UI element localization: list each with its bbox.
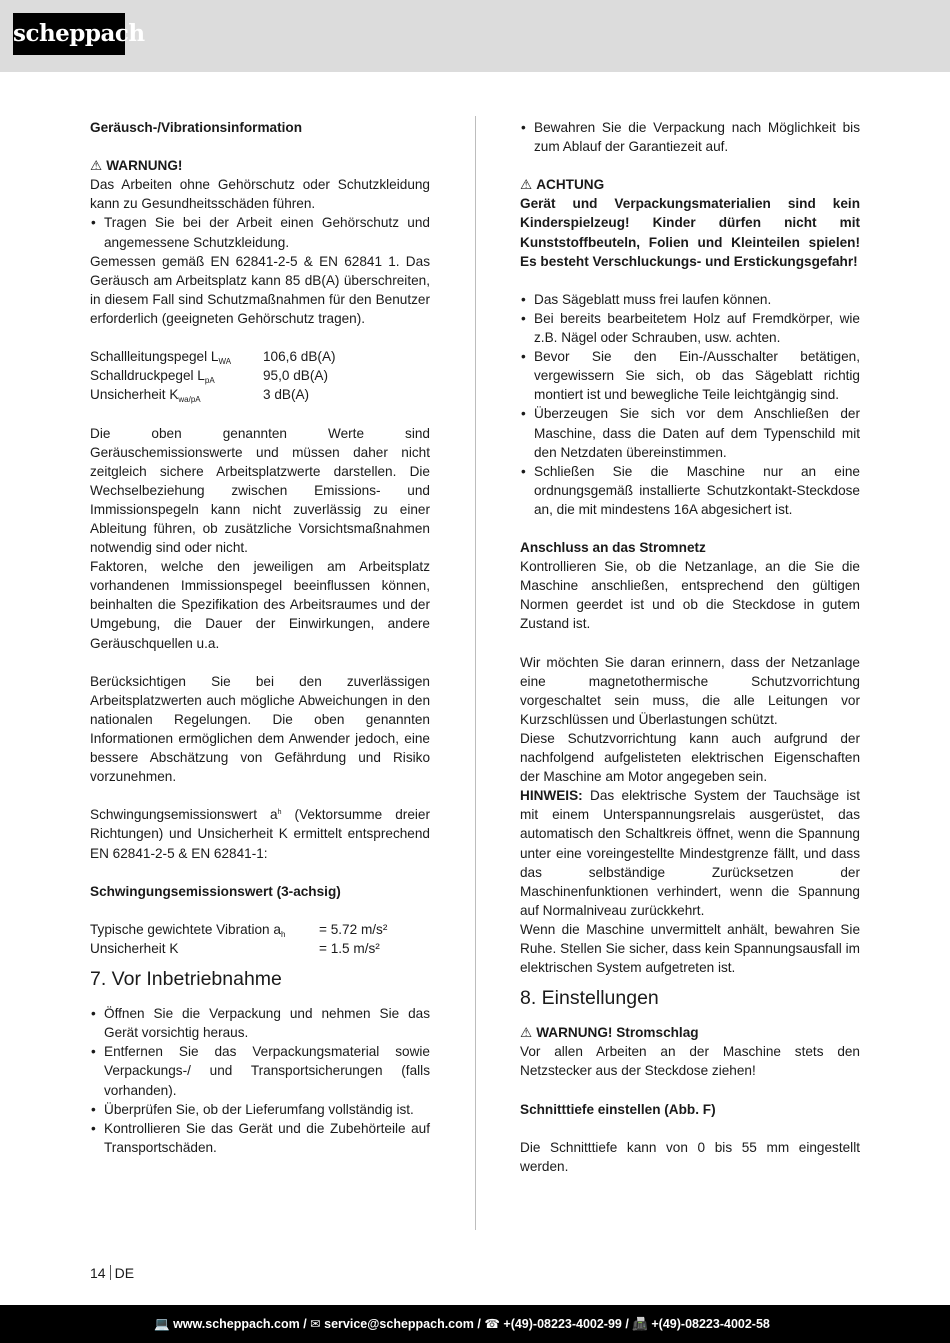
- hint-text: HINWEIS: Das elektrische System der Tauchsäge ist mit einem Unterspannungsrelais ausgerüstet, das automatisch den Schaltkreis öffnet, wenn die Spannung unter eine voreingestellte Mindestgrenze fällt, und dass das selbständige Zurücksetzen der Maschinenfunktionen verhindert, wenn die Spannung auf Normalniveau zurückkehrt.: [520, 788, 860, 918]
- column-divider: [475, 116, 476, 1230]
- hint-label: HINWEIS:: [520, 788, 583, 804]
- computer-icon: 💻: [154, 1317, 170, 1331]
- warning-icon: ⚠: [520, 177, 533, 193]
- list-item: • Kontrollieren Sie das Gerät und die Zubehörteile auf Transportschäden.: [90, 1119, 430, 1157]
- spec-sub: WA: [218, 357, 232, 367]
- list-item: • Öffnen Sie die Verpackung und nehmen Sie das Gerät vorsichtig heraus.: [90, 1004, 430, 1042]
- factors-paragraph: Faktoren, welche den jeweiligen am Arbeitsplatz vorhandenen Immissionspegel beeinflussen können, beinhalten die Spezifikation des Arbeitsraumes und der Umgebung, die Dauer der Einwirkungen, andere Geräuschquellen u.a.: [90, 559, 430, 651]
- list-item: • Überprüfen Sie, ob der Lieferumfang vollständig ist.: [90, 1100, 430, 1119]
- spec-label: Schalldruckpegel L: [90, 368, 205, 384]
- phone-number: +(49)-08223-4002-99 /: [503, 1317, 629, 1331]
- spec-value: 3 dB(A): [263, 387, 310, 403]
- warning-title: [90, 156, 430, 175]
- list-item: • Bei bereits bearbeitetem Holz auf Fremdkörper, wie z.B. Nägel oder Schrauben, usw. achten.: [520, 309, 860, 347]
- spec-row: [90, 385, 430, 404]
- section-8-title: 8. Einstellungen: [520, 987, 659, 1010]
- caution-text: Gerät und Verpackungsmaterialien sind kein Kinderspielzeug! Kinder dürfen nicht mit Kunststoffbeuteln, Folien und Kleinteilen spielen! Es besteht Verschluckungs- und Erstickungsgefahr!: [520, 196, 860, 269]
- spec-label: Unsicherheit K: [90, 941, 179, 957]
- list-item: • Das Sägeblatt muss frei laufen können.: [520, 290, 860, 309]
- warning-text: Das Arbeiten ohne Gehörschutz oder Schutzkleidung kann zu Gesundheitsschäden führen.: [90, 177, 430, 212]
- warning-title-text: WARNUNG!: [106, 158, 183, 174]
- spec-value: 95,0 dB(A): [263, 368, 328, 384]
- list-item: • Bewahren Sie die Verpackung nach Möglichkeit bis zum Ablauf der Garantiezeit auf.: [520, 118, 860, 156]
- spec-row: [90, 939, 430, 958]
- scheppach-logo: scheppach: [13, 13, 125, 55]
- stop-text: Wenn die Maschine unvermittelt anhält, bewahren Sie Ruhe. Stellen Sie sicher, dass kein Spannungsausfall im elektrischen System aufgetreten ist.: [520, 921, 860, 976]
- spec-row: [90, 920, 430, 939]
- spec-label: Typische gewichtete Vibration a: [90, 921, 281, 937]
- spec-value: = 5.72 m/s²: [319, 921, 388, 937]
- phone-icon: ☎: [484, 1317, 500, 1331]
- email-link[interactable]: service@scheppach.com /: [324, 1317, 481, 1331]
- noise-spec-table: [90, 347, 430, 404]
- website-link[interactable]: www.scheppach.com /: [173, 1317, 307, 1331]
- shock-warning-text: Vor allen Arbeiten an der Maschine stets den Netzstecker aus der Steckdose ziehen!: [520, 1044, 860, 1079]
- consider-paragraph: Berücksichtigen Sie bei den zuverlässigen Arbeitsplatzwerten auch mögliche Abweichungen in den nationalen Regelungen. Die oben genannten Informationen ermöglichen dem Anwender jedoch, eine bessere Abschätzung von Gefährdung und Risiko vorzunehmen.: [90, 673, 430, 785]
- spec-sub: pA: [204, 376, 215, 386]
- fax-number: +(49)-08223-4002-58: [651, 1317, 770, 1331]
- caution-title: ⚠ ACHTUNG: [520, 175, 860, 194]
- packaging-bullet: [520, 118, 860, 156]
- section-7-title: 7. Vor Inbetriebnahme: [90, 968, 282, 991]
- warning-icon: ⚠: [520, 1025, 533, 1041]
- spec-row: [90, 366, 430, 385]
- power-heading: Anschluss an das Stromnetz: [520, 540, 706, 556]
- depth-text: Die Schnitttiefe kann von 0 bis 55 mm eingestellt werden.: [520, 1139, 860, 1174]
- safety-bullets: [520, 290, 860, 519]
- power-text: Kontrollieren Sie, ob die Netzanlage, an die Sie die Maschine anschließen, entsprechend den gültigen Normen geerdet ist und ob die Steckdose in gutem Zustand ist.: [520, 559, 860, 632]
- emission-paragraph: Die oben genannten Werte sind Geräuschemissionswerte und müssen daher nicht zeitgleich sichere Arbeitsplatzwerte darstellen. Die Wechselbeziehung zwischen Emissions- und Immissionspegeln kann nicht zuverlässig zu einer Ableitung führen, ob zusätzliche Vorsichtsmaßnahmen notwendig sind oder nicht.: [90, 425, 430, 556]
- spec-value: = 1.5 m/s²: [319, 941, 380, 957]
- warning-icon: ⚠: [90, 158, 103, 174]
- spec-label: Schallleitungspegel L: [90, 349, 219, 365]
- shock-warning-title: ⚠ WARNUNG! Stromschlag: [520, 1023, 860, 1042]
- protect-text: Diese Schutzvorrichtung kann auch aufgrund der nachfolgend aufgelisteten elektrischen Eigenschaften der Maschine am Motor angegeben sein.: [520, 731, 860, 785]
- section-7-bullets: [90, 1004, 430, 1157]
- list-item: • Bevor Sie den Ein-/Ausschalter betätigen, vergewissern Sie sich, ob das Sägeblatt richtig montiert ist und bewegliche Teile leichtgängig sind.: [520, 347, 860, 404]
- left-column: [90, 118, 430, 1157]
- spec-label: Unsicherheit K: [90, 387, 179, 403]
- spec-row: [90, 347, 430, 366]
- fax-icon: 📠: [632, 1317, 648, 1331]
- spec-value: 106,6 dB(A): [263, 349, 336, 365]
- vibration-spec-table: [90, 920, 430, 958]
- vibration-paragraph: Schwingungsemissionswert $a^h$ (Vektorsumme dreier Richtungen) und Unsicherheit K ermittelt entsprechend EN 62841-2-5 & EN 62841-1:: [90, 807, 430, 861]
- contact-footer: [0, 1305, 950, 1343]
- mail-icon: ✉: [310, 1317, 321, 1331]
- spec-sub: h: [280, 929, 286, 939]
- warning-bullets: [90, 213, 430, 251]
- right-column: [520, 118, 860, 1176]
- list-item: • Tragen Sie bei der Arbeit einen Gehörschutz und angemessene Schutzkleidung.: [90, 213, 430, 251]
- page-number: 14 DE: [90, 1265, 135, 1281]
- vibration-heading: Schwingungsemissionswert (3-achsig): [90, 883, 341, 899]
- noise-heading: Geräusch-/Vibrationsinformation: [90, 120, 302, 135]
- list-item: • Überzeugen Sie sich vor dem Anschließen der Maschine, dass die Daten auf dem Typenschild mit den Netzdaten übereinstimmen.: [520, 404, 860, 461]
- depth-heading: Schnitttiefe einstellen (Abb. F): [520, 1101, 716, 1117]
- measured-text: Gemessen gemäß EN 62841-2-5 & EN 62841 1. Das Geräusch am Arbeitsplatz kann 85 dB(A) überschreiten, in diesem Fall sind Schutzmaßnahmen für den Benutzer erforderlich (geeigneten Gehörschutz tragen).: [90, 253, 430, 326]
- list-item: • Entfernen Sie das Verpackungsmaterial sowie Verpackungs-/ und Transportsicherungen (falls vorhanden).: [90, 1042, 430, 1099]
- header-bar: [0, 0, 950, 72]
- spec-sub: wa/pA: [178, 395, 201, 405]
- list-item: • Schließen Sie die Maschine nur an eine ordnungsgemäß installierte Schutzkontakt-Steckdose an, die mit mindestens 16A abgesichert ist.: [520, 462, 860, 519]
- remind-text: Wir möchten Sie daran erinnern, dass der Netzanlage eine magnetothermische Schutzvorrichtung vorgeschaltet sein muss, die alle Leitungen vor Kurzschlüssen und Überlastungen schützt.: [520, 654, 860, 727]
